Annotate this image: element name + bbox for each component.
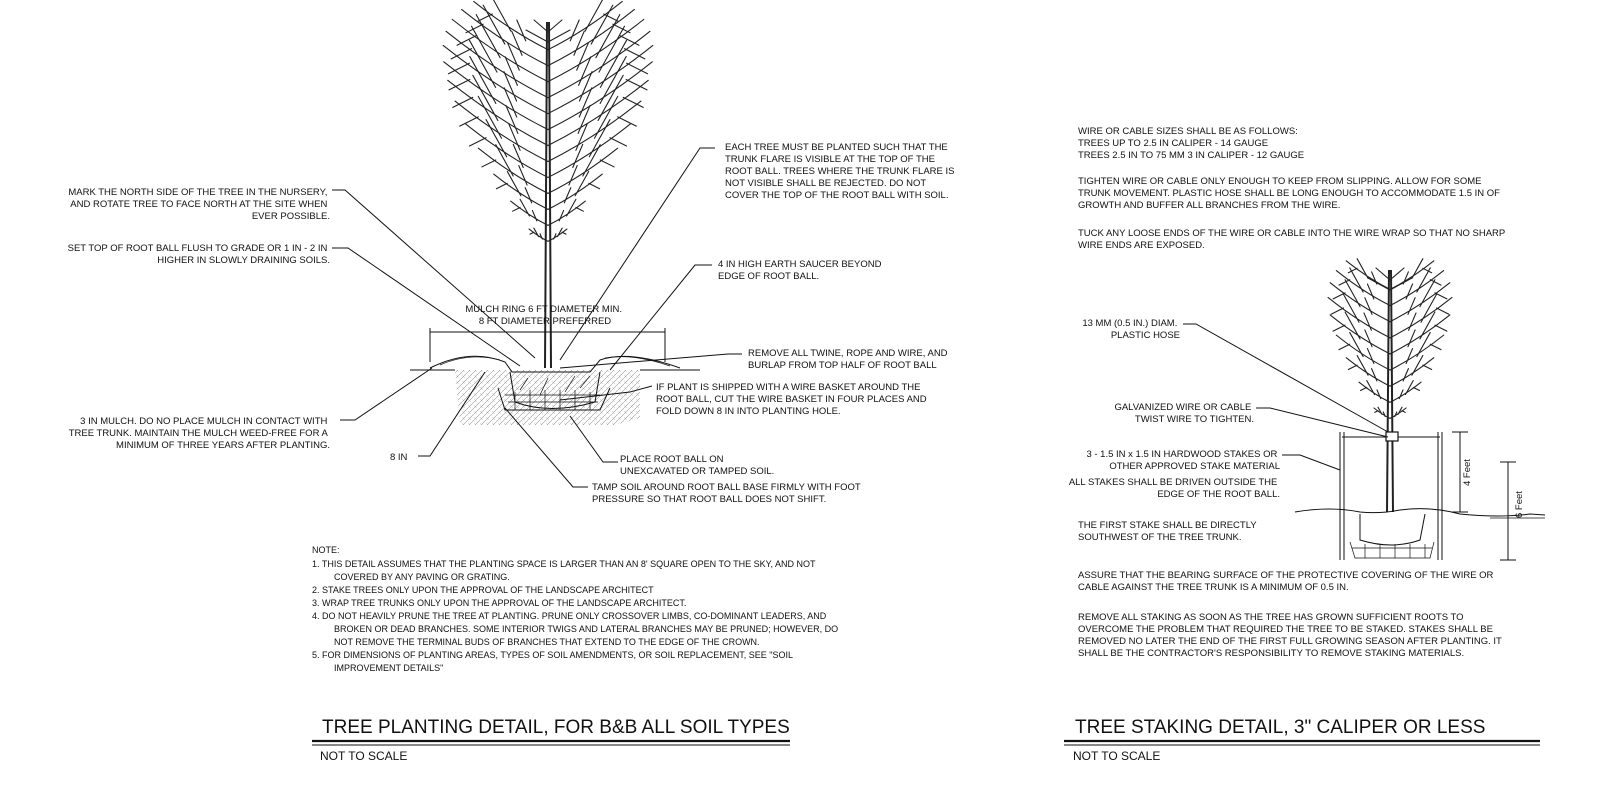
first-stake-note: THE FIRST STAKE SHALL BE DIRECTLY SOUTHWEST OF THE TREE TRUNK. — [1078, 520, 1257, 543]
plastic-hose-note: 13 MM (0.5 IN.) DIAM. PLASTIC HOSE — [1082, 318, 1180, 341]
mulch-note: 3 IN MULCH. DO NO PLACE MULCH IN CONTACT WITH TREE TRUNK. MAINTAIN THE MULCH WEED-FREE FOR A MINIMUM OF THREE YEARS AFTER PLANTING. — [68, 416, 330, 451]
tighten-wire-note: TIGHTEN WIRE OR CABLE ONLY ENOUGH TO KEEP FROM SLIPPING. ALLOW FOR SOME TRUNK MOVEMENT. PLASTIC HOSE SHALL BE LONG ENOUGH TO ACCOMMODATE 1.5 IN OF GROWTH AND BUFFER ALL BRANCHES FROM THE WIRE. — [1078, 176, 1500, 211]
planting-title: TREE PLANTING DETAIL, FOR B&B ALL SOIL TYPES — [322, 717, 790, 738]
mulch-ring-note: MULCH RING 6 FT DIAMETER MIN. 8 FT DIAMETER PREFERRED — [465, 304, 622, 327]
staking-structure — [1295, 432, 1545, 560]
tuck-ends-note: TUCK ANY LOOSE ENDS OF THE WIRE OR CABLE INTO THE WIRE WRAP SO THAT NO SHARP WIRE ENDS ARE EXPOSED. — [1078, 228, 1506, 251]
bearing-surface-note: ASSURE THAT THE BEARING SURFACE OF THE PROTECTIVE COVERING OF THE WIRE OR CABLE AGAINST THE TREE TRUNK IS A MINIMUM OF 0.5 IN. — [1078, 570, 1494, 593]
remove-staking-note: REMOVE ALL STAKING AS SOON AS THE TREE HAS GROWN SUFFICIENT ROOTS TO OVERCOME THE PROBLEM THAT REQUIRED THE TREE TO BE STAKED. STAKES SHALL BE REMOVED NO LATER THE END OF THE FIRST FULL GROWING SEASON AFTER PLANTING. IT SHALL BE THE CONTRACTOR'S RESPONSIBILITY TO REMOVE STAKING MATERIALS. — [1078, 612, 1502, 659]
staking-detail — [1064, 126, 1545, 763]
place-root-ball-note: PLACE ROOT BALL ON UNEXCAVATED OR TAMPED SOIL. — [620, 454, 775, 477]
staking-title: TREE STAKING DETAIL, 3" CALIPER OR LESS — [1075, 717, 1486, 738]
wire-size-note: WIRE OR CABLE SIZES SHALL BE AS FOLLOWS: TREES UP TO 2.5 IN CALIPER - 14 GAUGE TREES 2.5 IN TO 75 MM 3 IN CALIPER - 12 GAUGE — [1078, 126, 1305, 161]
planting-detail — [68, 0, 958, 763]
galvanized-wire-note: GALVANIZED WIRE OR CABLE TWIST WIRE TO TIGHTEN. — [1114, 402, 1254, 425]
root-ball-grade-note: SET TOP OF ROOT BALL FLUSH TO GRADE OR 1 IN - 2 IN HIGHER IN SLOWLY DRAINING SOILS. — [67, 243, 330, 266]
staking-scale-label: NOT TO SCALE — [1073, 749, 1161, 763]
wire-basket-note: IF PLANT IS SHIPPED WITH A WIRE BASKET AROUND THE ROOT BALL, CUT THE WIRE BASKET IN FOUR PLACES AND FOLD DOWN 8 IN INTO PLANTING HOLE. — [656, 382, 927, 417]
six-feet-dimension: 6 Feet — [1514, 491, 1525, 518]
tamp-soil-note: TAMP SOIL AROUND ROOT BALL BASE FIRMLY WITH FOOT PRESSURE SO THAT ROOT BALL DOES NOT SHIFT. — [592, 482, 861, 505]
depth-label: 8 IN — [390, 452, 408, 463]
four-feet-dimension: 4 Feet — [1462, 459, 1473, 486]
planting-scale-label: NOT TO SCALE — [320, 749, 408, 763]
remove-twine-note: REMOVE ALL TWINE, ROPE AND WIRE, AND BURLAP FROM TOP HALF OF ROOT BALL — [748, 348, 948, 371]
general-notes: NOTE: 1. THIS DETAIL ASSUMES THAT THE PLANTING SPACE IS LARGER THAN AN 8' SQUARE OPEN TO THE SKY, AND NOT COVERED BY ANY PAVING OR GRATING. 2. STAKE TREES ONLY UPON THE APPROVAL OF THE LANDSCAPE ARCHITECT 3. WRAP TREE TRUNKS ONLY UPON THE APPROVAL OF THE LANDSCAPE ARCHITECT. 4. DO NOT HEAVILY PRUNE THE TREE AT PLANTING. PRUNE ONLY CROSSOVER LIMBS, CO-DOMINANT LEADERS, AND BROKEN OR DEAD BRANCHES. SOME INTERIOR TWIGS AND LATERAL BRANCHES MAY BE PRUNED; HOWEVER, DO NOT REMOVE THE TERMINAL BUDS OF BRANCHES THAT EXTEND TO THE EDGE OF THE CROWN. 5. FOR DIMENSIONS OF PLANTING AREAS, TYPES OF SOIL AMENDMENTS, OR SOIL REPLACEMENT, SEE "SOIL IMPROVEMENT DETAILS" — [312, 545, 839, 673]
trunk-flare-note: EACH TREE MUST BE PLANTED SUCH THAT THE TRUNK FLARE IS VISIBLE AT THE TOP OF THE ROOT BALL. TREES WHERE THE TRUNK FLARE IS NOT VISIBLE SHALL BE REJECTED. DO NOT COVER THE TOP OF THE ROOT BALL WITH SOIL. — [725, 142, 955, 201]
earth-saucer-note: 4 IN HIGH EARTH SAUCER BEYOND EDGE OF ROOT BALL. — [718, 259, 882, 282]
hardwood-stakes-note: 3 - 1.5 IN x 1.5 IN HARDWOOD STAKES OR OTHER APPROVED STAKE MATERIAL — [1086, 449, 1280, 472]
staking-tree-illustration — [1328, 259, 1452, 512]
north-side-note: MARK THE NORTH SIDE OF THE TREE IN THE NURSERY, AND ROTATE TREE TO FACE NORTH AT THE SITE WHEN EVER POSSIBLE. — [68, 187, 330, 222]
stakes-driven-note: ALL STAKES SHALL BE DRIVEN OUTSIDE THE EDGE OF THE ROOT BALL. — [1068, 477, 1280, 500]
